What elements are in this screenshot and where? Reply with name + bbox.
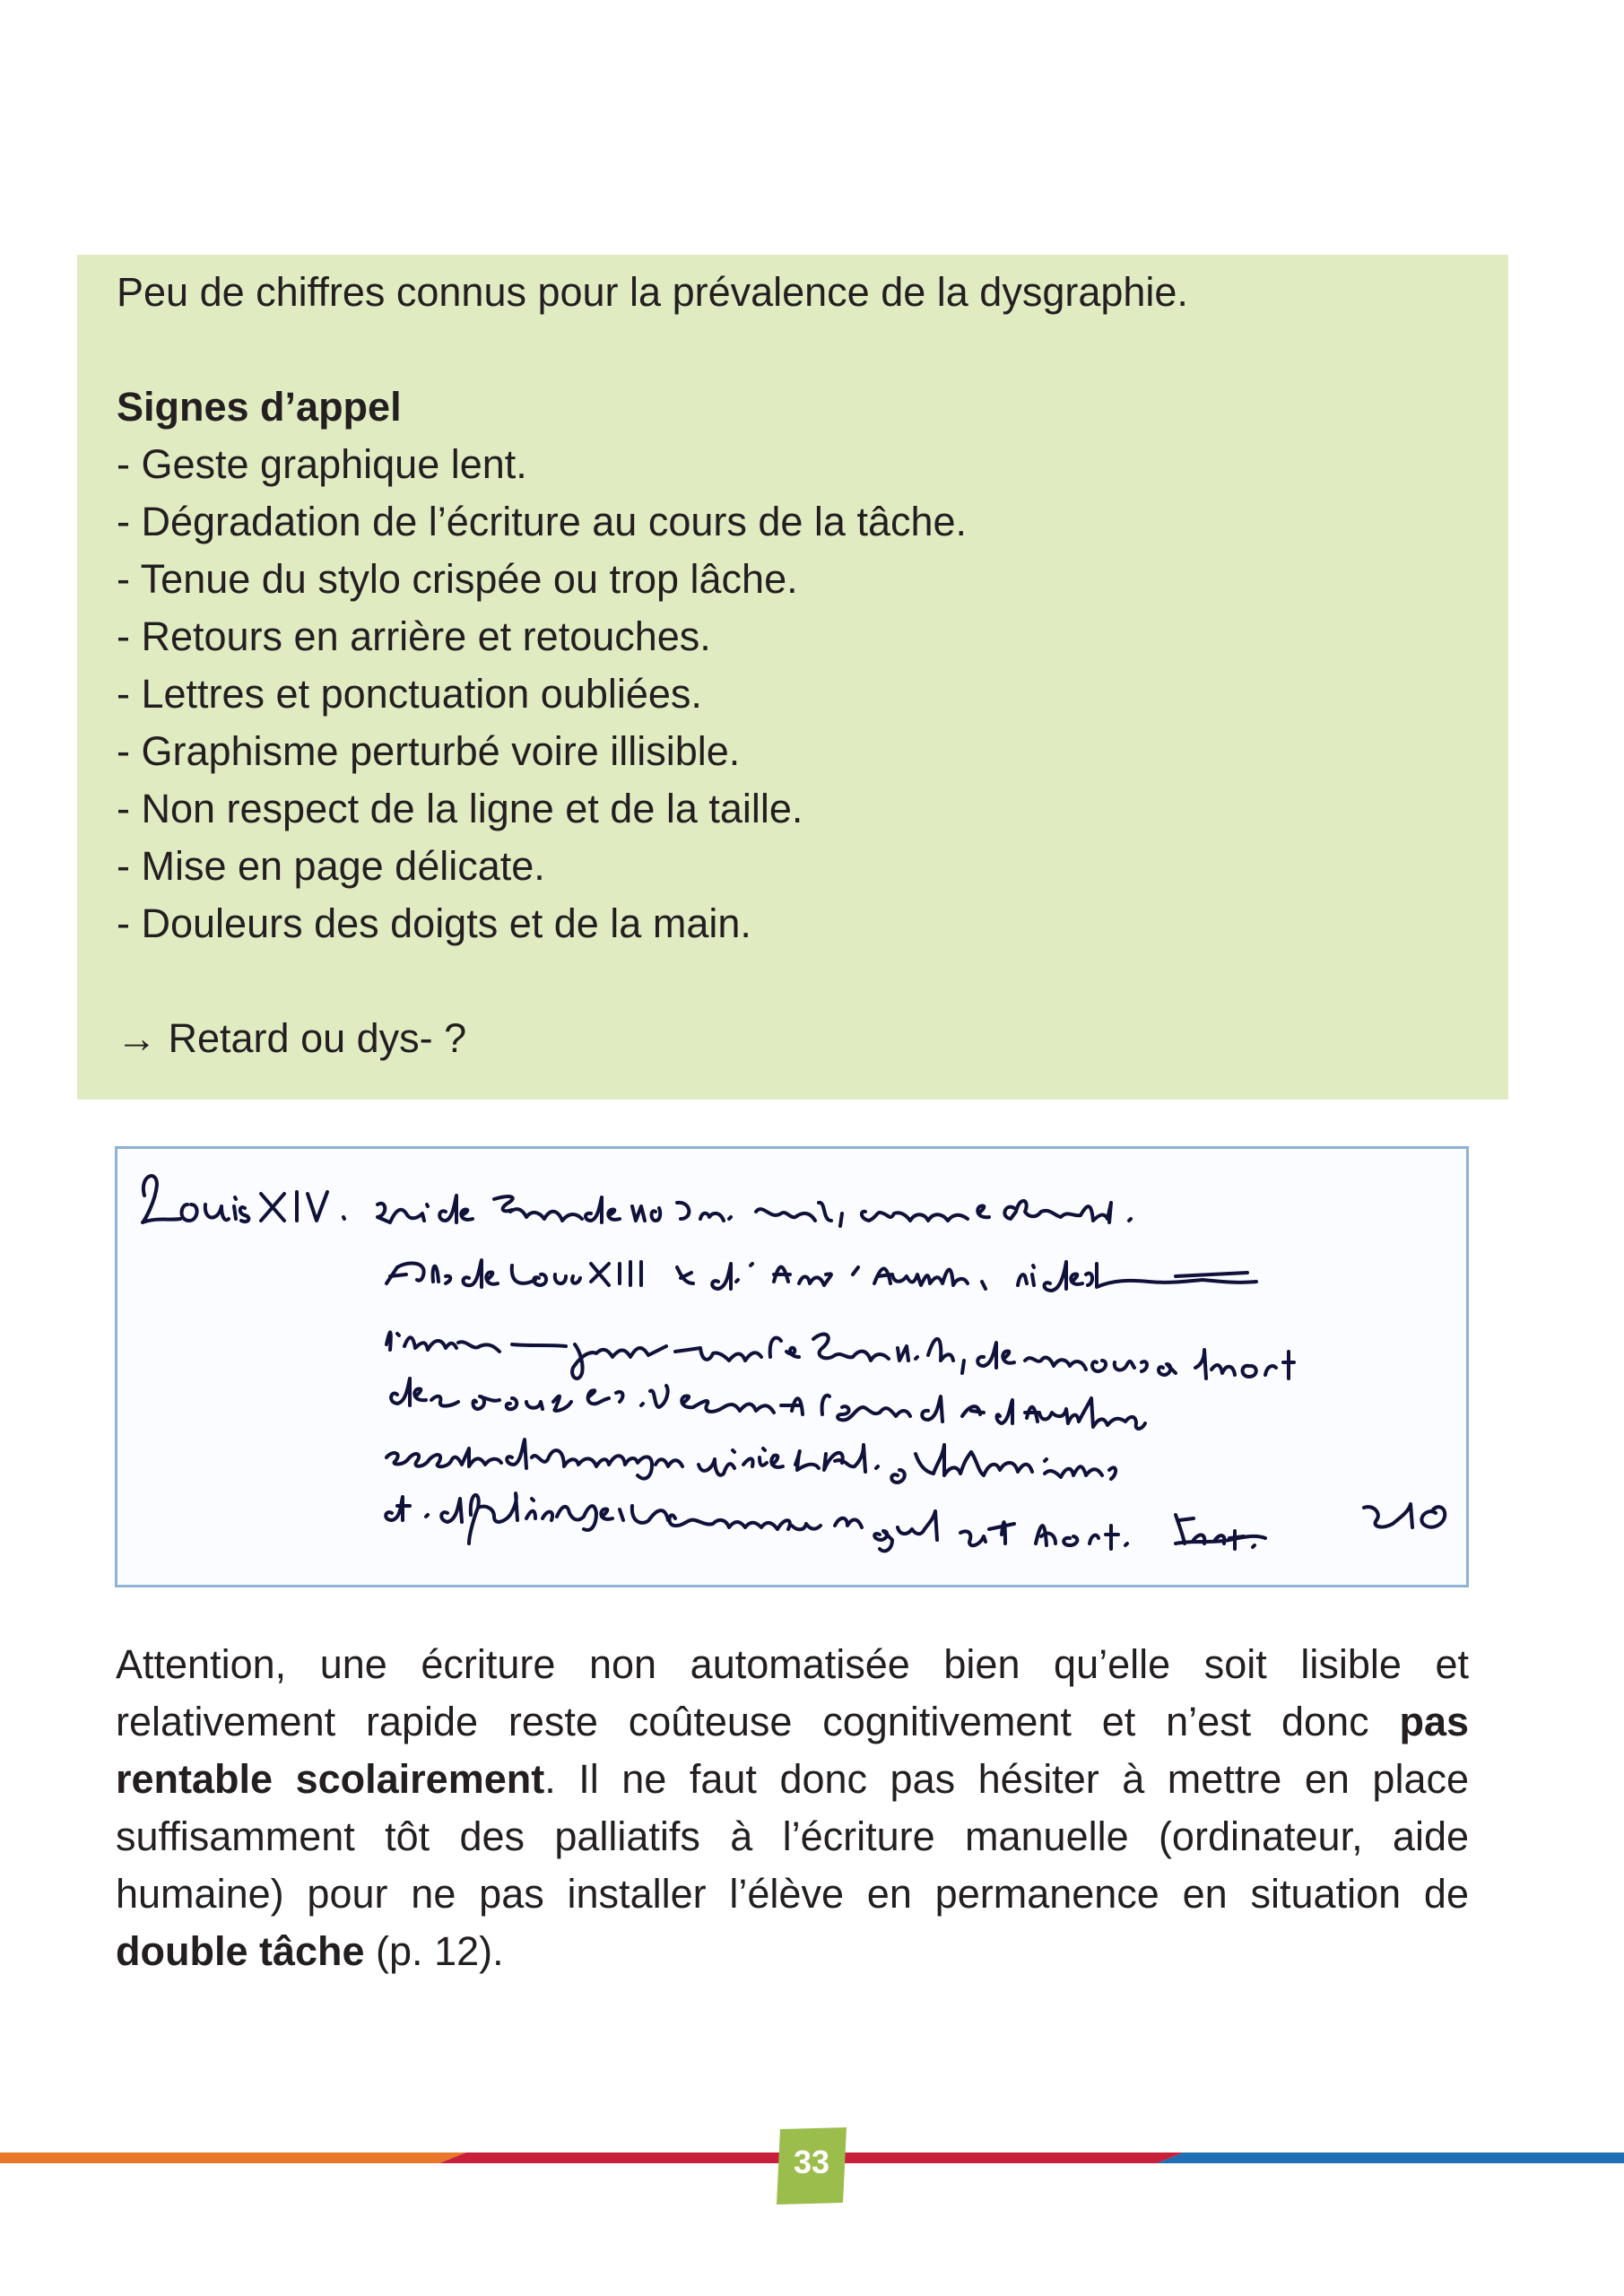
footer-stripe-blue bbox=[1157, 2152, 1624, 2163]
attention-paragraph bbox=[116, 1636, 1469, 1980]
sign-item: - Douleurs des doigts et de la main. bbox=[117, 900, 751, 946]
sign-item: - Graphisme perturbé voire illisible. bbox=[117, 728, 741, 774]
paragraph-text: Attention, une écriture non automatisée bien qu’elle soit lisible et relativement rapide reste coûteuse cognitivement et n’est donc bbox=[116, 1641, 1469, 1744]
page-number: 33 bbox=[793, 2144, 830, 2180]
sign-item: - Retours en arrière et retouches. bbox=[117, 613, 711, 659]
intro-text: Peu de chiffres connus pour la prévalence de la dysgraphie. bbox=[117, 269, 1188, 315]
signs-list bbox=[117, 436, 1472, 952]
conclusion-text: → Retard ou dys- ? bbox=[117, 1015, 467, 1061]
sign-item: - Dégradation de l’écriture au cours de la tâche. bbox=[117, 499, 968, 544]
footer-stripe-orange bbox=[0, 2152, 466, 2163]
handwriting-scribble bbox=[117, 1149, 1466, 1585]
sign-item: - Non respect de la ligne et de la taille. bbox=[117, 786, 803, 831]
paragraph-text: (p. 12). bbox=[364, 1928, 504, 1974]
signs-heading: Signes d’appel bbox=[117, 384, 402, 430]
page-number-badge bbox=[775, 2127, 848, 2205]
prevalence-signs-box bbox=[77, 255, 1508, 1100]
emphasis-text: double tâche bbox=[116, 1928, 365, 1974]
sign-item: - Geste graphique lent. bbox=[117, 441, 527, 487]
paragraph-text: . Il ne faut donc pas hésiter à mettre en place suffisamment tôt des palliatifs à l’écriture manuelle (ordinateur, aide humaine) pour ne pas installer l’élève en permanence en situation de bbox=[116, 1756, 1470, 1917]
sign-item: - Lettres et ponctuation oubliées. bbox=[117, 671, 702, 717]
handwriting-sample-image bbox=[115, 1146, 1469, 1587]
sign-item: - Tenue du stylo crispée ou trop lâche. bbox=[117, 556, 798, 602]
sign-item: - Mise en page délicate. bbox=[117, 843, 545, 889]
emphasis-text: pas rentable scolairement bbox=[116, 1699, 1469, 1802]
